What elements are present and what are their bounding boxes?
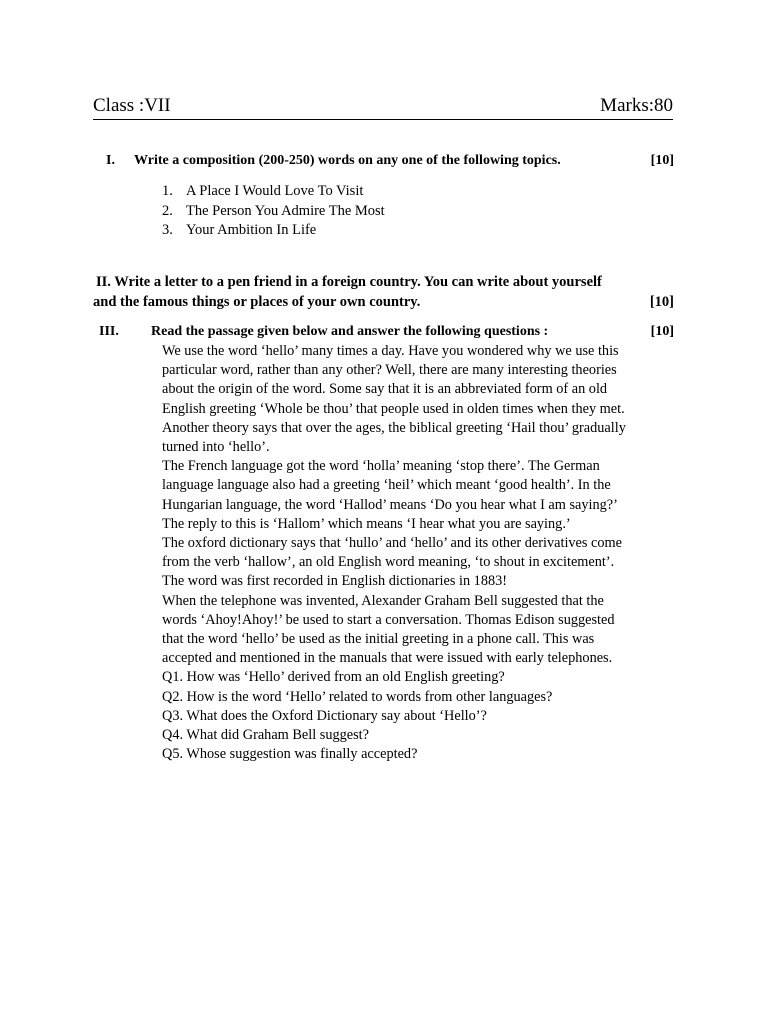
- passage-line: words ‘Ahoy!Ahoy!’ be used to start a conversation. Thomas Edison suggested: [162, 611, 615, 628]
- question-1-instruction: Write a composition (200-250) words on any one of the following topics.: [134, 153, 561, 168]
- question-2-line-2: [93, 293, 674, 313]
- passage-line: about the origin of the word. Some say that it is an abbreviated form of an old: [162, 381, 608, 398]
- marks-label: Marks:80: [600, 95, 673, 116]
- question-3-number: III.: [99, 324, 119, 339]
- list-item: 2. The Person You Admire The Most: [162, 202, 385, 219]
- question-2: [93, 273, 674, 312]
- passage-line: The word was first recorded in English dictionaries in 1883!: [162, 573, 508, 590]
- question-2-line-2-text: and the famous things or places of your own country.: [93, 293, 421, 310]
- question-3-marks: [10]: [650, 324, 674, 339]
- list-item: 1. A Place I Would Love To Visit: [162, 183, 364, 199]
- passage: [162, 342, 674, 764]
- passage-line: accepted and mentioned in the manuals that were issued with early telephones.: [162, 650, 613, 667]
- question-line: Q2. How is the word ‘Hello’ related to words from other languages?: [162, 688, 553, 705]
- passage-line: The reply to this is ‘Hallom’ which means ‘I hear what you are saying.’: [162, 515, 571, 532]
- passage-line: We use the word ‘hello’ many times a day. Have you wondered why we use this: [162, 343, 619, 359]
- list-item: 3. Your Ambition In Life: [162, 222, 317, 239]
- question-1-heading: [106, 151, 674, 171]
- question-2-line-1: II. Write a letter to a pen friend in a foreign country. You can write about yourself: [96, 274, 602, 290]
- passage-line: that the word ‘hello’ be used as the initial greeting in a phone call. This was: [162, 631, 595, 648]
- question-line: Q5. Whose suggestion was finally accepted?: [162, 746, 418, 763]
- question-1-number: I.: [106, 153, 115, 168]
- passage-line: English greeting ‘Whole be thou’ that people used in olden times when they met.: [162, 400, 625, 417]
- question-2-marks: [10]: [649, 293, 674, 310]
- passage-line: from the verb ‘hallow’, an old English word meaning, ‘to shout in excitement’.: [162, 554, 615, 571]
- class-label: Class :VII: [93, 95, 171, 116]
- question-line: Q1. How was ‘Hello’ derived from an old English greeting?: [162, 669, 505, 686]
- topic-list: [162, 182, 385, 241]
- passage-line: turned into ‘hello’.: [162, 439, 270, 456]
- passage-line: language language also had a greeting ‘heil’ which meant ‘good health’. In the: [162, 477, 611, 494]
- passage-line: The oxford dictionary says that ‘hullo’ and ‘hello’ and its other derivatives come: [162, 535, 623, 552]
- passage-line: The French language got the word ‘holla’ meaning ‘stop there’. The German: [162, 458, 600, 475]
- passage-line: particular word, rather than any other? Well, there are many interesting theories: [162, 362, 617, 379]
- passage-line: Another theory says that over the ages, the biblical greeting ‘Hail thou’ gradually: [162, 419, 626, 436]
- passage-line: When the telephone was invented, Alexander Graham Bell suggested that the: [162, 592, 604, 609]
- passage-line: Hungarian language, the word ‘Hallod’ means ‘Do you hear what I am saying?’: [162, 496, 618, 513]
- question-3-instruction: Read the passage given below and answer the following questions :: [151, 324, 549, 339]
- page-header: [93, 94, 673, 120]
- question-1-marks: [10]: [650, 153, 674, 168]
- question-line: Q3. What does the Oxford Dictionary say about ‘Hello’?: [162, 707, 487, 724]
- question-3-heading: [99, 322, 674, 342]
- question-line: Q4. What did Graham Bell suggest?: [162, 727, 369, 744]
